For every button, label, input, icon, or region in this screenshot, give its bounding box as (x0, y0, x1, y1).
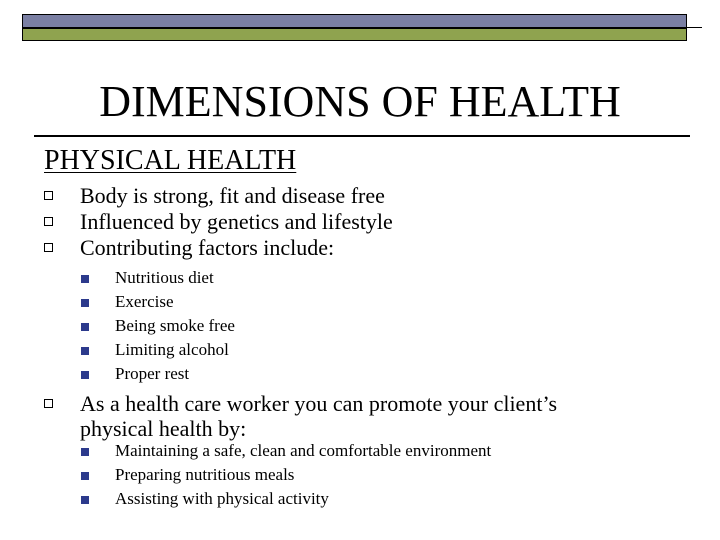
sub-bullet-item: Nutritious diet (115, 268, 214, 287)
slide-title: DIMENSIONS OF HEALTH (99, 77, 621, 126)
bullet-point: Contributing factors include: (80, 235, 335, 260)
hollow-square-bullet-icon (44, 191, 53, 200)
square-bullet-icon (81, 323, 89, 331)
title-divider (34, 135, 690, 137)
bullet-point: Body is strong, fit and disease free (80, 183, 385, 208)
square-bullet-icon (81, 472, 89, 480)
hollow-square-bullet-icon (44, 399, 53, 408)
square-bullet-icon (81, 299, 89, 307)
square-bullet-icon (81, 371, 89, 379)
sub-bullet-item: Assisting with physical activity (115, 489, 329, 508)
bullet-point: Influenced by genetics and lifestyle (80, 209, 393, 234)
square-bullet-icon (81, 496, 89, 504)
sub-bullet-item: Exercise (115, 292, 174, 311)
header-band-corner (686, 14, 702, 41)
hollow-square-bullet-icon (44, 243, 53, 252)
bullet-point: As a health care worker you can promote your client’s (80, 391, 558, 416)
sub-bullet-item: Limiting alcohol (115, 340, 229, 359)
square-bullet-icon (81, 448, 89, 456)
header-band-bottom (22, 28, 702, 41)
sub-bullet-item: Preparing nutritious meals (115, 465, 295, 484)
square-bullet-icon (81, 347, 89, 355)
sub-bullet-item: Maintaining a safe, clean and comfortable environment (115, 441, 492, 460)
hollow-square-bullet-icon (44, 217, 53, 226)
header-band-top (22, 14, 702, 28)
bullet-point-continuation: physical health by: (80, 416, 247, 441)
section-heading: PHYSICAL HEALTH (44, 145, 297, 176)
sub-bullet-item: Being smoke free (115, 316, 235, 335)
sub-bullet-item: Proper rest (115, 364, 190, 383)
square-bullet-icon (81, 275, 89, 283)
